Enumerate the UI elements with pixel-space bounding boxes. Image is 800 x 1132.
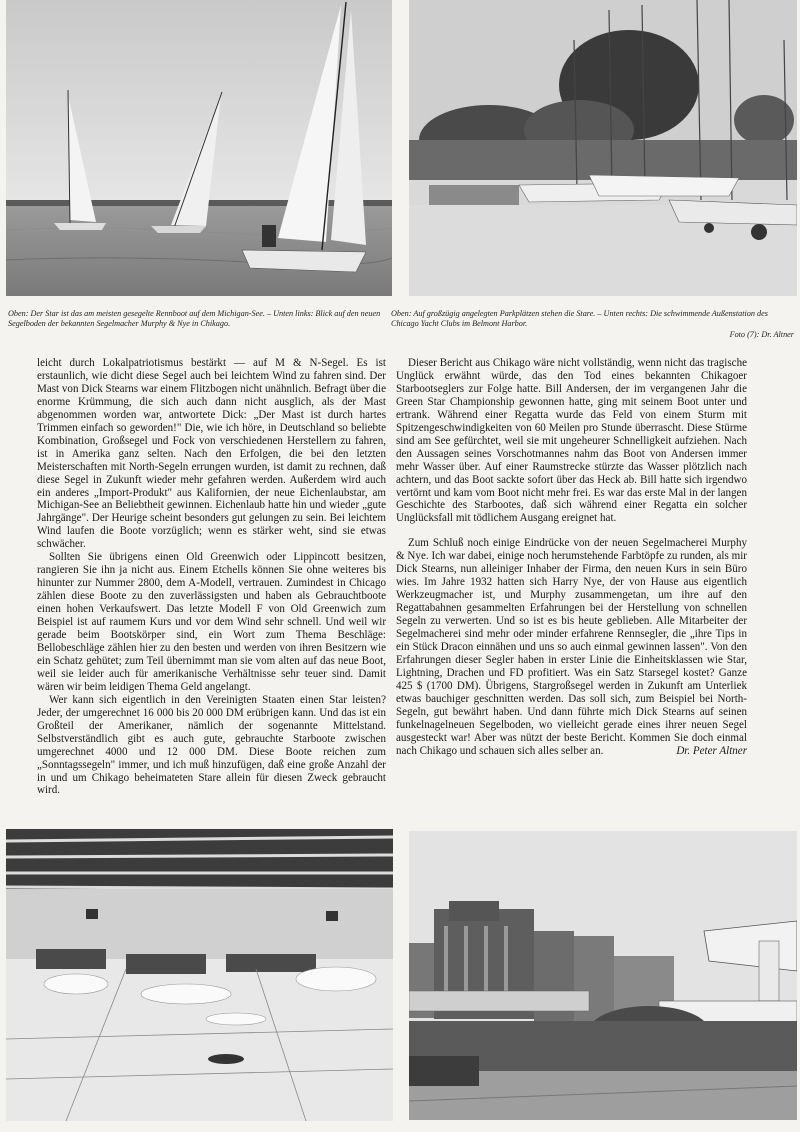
caption-left <box>8 309 392 330</box>
photo-sail-loft <box>6 829 393 1121</box>
author-signature: Dr. Peter Altner <box>676 744 747 757</box>
caption-right <box>391 309 794 340</box>
article-column-left <box>37 357 386 797</box>
paragraph: Zum Schluß noch einige Eindrücke von der neuen Segelmacherei Murphy & Nye. Ich war dabei, einige noch herumstehende Farbtöpfe zu runden, als mir Dick Stearns, nun alleiniger Inhaber der Firma, den neuen Kurs in sein Büro wies. Im Jahre 1932 hatten sich Harry Nye, der von Hause aus eigentlich Werkzeugmacher ist, und Murphy zusammengetan, um ihre auf den Regattabahnen gesammelten Erfahrungen bei der Herstellung von schnellen Segeln zu verwerten. Und so ist es bis heute geblieben. Alle Mitarbeiter der Segelmacherei sind mehr oder minder erfahrene Rennsegler, die „ihre Tips in ein Stück Dracon einnähen und uns so auch einmal gewinnen lassen". Von den Erfahrungen dieser Segler haben in erster Linie die Einheitsklassen wie Star, Lightning, Drachen und FD profitiert. Was ein Satz Starsegel kostet? Ganze 425 $ (1700 DM). Übrigens, Stargroßsegel werden in Zukunft am Unterliek etwas bauchiger geschnitten werden. Das soll sich, zum Beispiel bei North-Segeln, gut bewährt haben. Und dann führte mich Dick Stearns auf seinen funkelnagelneuen Segelboden, wo vielleicht gerade eines ihrer neuen Segel ausgesteckt war! Aber was nützt der beste Bericht. Kommen Sie doch einmal nach Chikago und schauen sich alles selber an. <box>396 537 747 757</box>
article-column-right <box>396 357 747 758</box>
photo-boat-parking <box>409 0 797 296</box>
photo-credit: Foto (7): Dr. Altner <box>729 329 794 339</box>
photo-harbor-station <box>409 831 797 1120</box>
paragraph: leicht durch Lokalpatriotismus bestärkt — auf M & N-Segel. Es ist erstaunlich, wie dicht diese Segel auch bei leichtem Wind zu fahren sind. Der Mast von Dick Stearns war einem Flitzbogen nicht unähnlich. Befragt über die enorme Krümmung, die sich auch dann nicht ausglich, als der Mast abgenommen worden war, antwortete Dick: „Der Mast ist durch hartes Trimmen einfach so geworden!" Die, wie ich höre, in Deutschland so beliebte Kombination, Großsegel und Fock von verschiedenen Herstellern zu fahren, ist in Amerika ganz selten. Nach den Erfolgen, die bei den letzten Meisterschaften mit North-Segeln errungen wurden, ist damit zu rechnen, daß diese Segel in Zukunft wieder mehr gefahren werden. Außerdem wird auch ein anderes „Import-Produkt" aus Kalifornien, der neue Eichenlaubstar, am Michigan-See an Beliebtheit gewinnen. Eichenlaub hatte hin und wieder „gute Jahrgänge". Der Heurige scheint besonders gut gelungen zu sein. Bei leichtem Wind laufen die Boote vorzüglich; wenn es stärker weht, sind sie etwas schwächer. <box>37 357 386 551</box>
paragraph: Sollten Sie übrigens einen Old Greenwich oder Lippincott besitzen, rangieren Sie ihn ja nicht aus. Einem Etchells können Sie ohne weiteres bis hinunter zur Nummer 2800, dem A-Modell, vertrauen. Zumindest in Chicago zählen diese Boote zu den zuverlässigsten und haben als Gebrauchtboote einen hohen Verkaufswert. Das letzte Modell F von Old Greenwich zum Beispiel ist auf raumem Kurs und vor dem Wind sehr schnell. Und weil wir gerade beim Bootskörper sind, ein Wort zum Thema Beschläge: Bellobeschläge zählen hier zu den besten und werden von ihren Besitzern wie ein Schatz gehütet; zum Teil übernimmt man sie vom alten auf das neue Boot, weil sie leider auch für amerikanische Verhältnisse sehr teuer sind. Damit wären wir beim leidigen Thema Geld angelangt. <box>37 551 386 693</box>
paragraph: Wer kann sich eigentlich in den Vereinigten Staaten einen Star leisten? Jeder, der umgerechnet 16 000 bis 20 000 DM erübrigen kann. Und das ist ein Großteil der Amerikaner, nämlich der sogenannte Mittelstand. Selbstverständlich gibt es auch gute, gebrauchte Starboote zwischen umgerechnet 4000 und 12 000 DM. Diese Boote reichen zum „Sonntagssegeln" immer, und ich muß hinzufügen, daß eine große Anzahl der in und um Chikago beheimateten Stare allein für diesen Zweck gebraucht wird. <box>37 693 386 797</box>
paragraph: Dieser Bericht aus Chikago wäre nicht vollständig, wenn nicht das tragische Unglück erwähnt würde, das den Tod eines bekannten Chikagoer Starbootseglers zur Folge hatte. Bill Andersen, der im vergangenen Jahr die Green Star Championship gewonnen hatte, ging mit seinem Boot unter und ertrank. Während einer Regatta wurde das Feld von einem Sturm mit Spitzengeschwindigkeiten von 60 Meilen pro Stunde überrascht. Diese Stürme sind am See gefürchtet, weil sie mit ungeheurer Schnelligkeit aufziehen. Nach den Aussagen seines Vorschotmannes nahm das Boot von Andersen immer mehr Wasser über. Auf einer Raumstrecke stürzte das Wasser plötzlich nach achtern, und das Boot sackte sofort über das Heck ab. Bill hatte sich irgendwo vertörnt und kam vom Boot nicht mehr frei. Es war das erste Mal in der langen Geschichte des Starbootes, daß sich während einer Regatta ein solcher Unglücksfall mit tödlichem Ausgang ereignet hat. <box>396 357 747 525</box>
caption-right-text: Oben: Auf großzügig angelegten Parkplätzen stehen die Stare. – Unten rechts: Die schwimmende Außenstation des Chicago Yacht Clubs im Belmont Harbor. <box>391 309 768 329</box>
caption-left-text: Oben: Der Star ist das am meisten gesegelte Rennboot auf dem Michigan-See. – Unten links: Blick auf den neuen Segelboden der bekannten Segelmacher Murphy & Nye in Chikago. <box>8 309 381 329</box>
photo-star-boats-sailing <box>6 0 392 296</box>
